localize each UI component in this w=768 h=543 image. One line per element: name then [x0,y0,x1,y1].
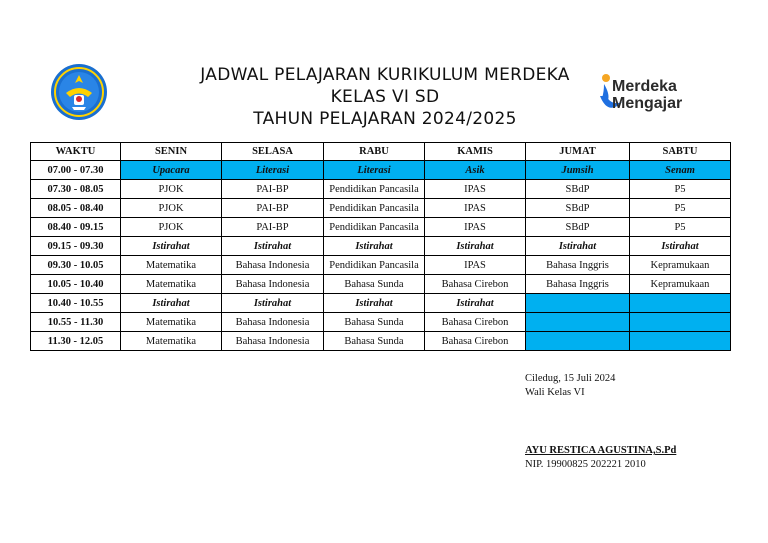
subject-cell [630,294,731,313]
subject-cell: IPAS [425,199,526,218]
table-row [31,256,731,275]
subject-cell: Bahasa Cirebon [425,332,526,351]
subject-cell: Istirahat [121,294,222,313]
signature-place-date: Ciledug, 15 Juli 2024 [525,373,616,384]
subject-cell: Istirahat [222,294,324,313]
subject-cell: Pendidikan Pancasila [324,218,425,237]
subject-cell: Bahasa Inggris [526,256,630,275]
subject-cell [526,332,630,351]
table-row [31,313,731,332]
tut-wuri-handayani-logo [50,63,108,121]
time-slot-cell: 10.05 - 10.40 [31,275,121,294]
subject-cell: Istirahat [425,294,526,313]
title-line-3: TAHUN PELAJARAN 2024/2025 [253,109,517,129]
time-slot-cell: 08.05 - 08.40 [31,199,121,218]
subject-cell: PJOK [121,180,222,199]
subject-cell: Pendidikan Pancasila [324,199,425,218]
subject-cell: PJOK [121,218,222,237]
schedule-table [30,142,731,351]
subject-cell: P5 [630,180,731,199]
subject-cell: PAI-BP [222,180,324,199]
signature-nip: NIP. 19900825 202221 2010 [525,459,646,470]
subject-cell: Bahasa Indonesia [222,332,324,351]
subject-cell: Bahasa Indonesia [222,275,324,294]
subject-cell: Bahasa Sunda [324,332,425,351]
document-title [150,64,620,130]
col-header-waktu: WAKTU [31,143,121,161]
subject-cell: Matematika [121,332,222,351]
time-slot-cell: 11.30 - 12.05 [31,332,121,351]
col-header-sabtu: SABTU [630,143,731,161]
subject-cell: SBdP [526,218,630,237]
subject-cell: Asik [425,161,526,180]
time-slot-cell: 08.40 - 09.15 [31,218,121,237]
subject-cell: P5 [630,218,731,237]
time-slot-cell: 09.30 - 10.05 [31,256,121,275]
subject-cell: Istirahat [630,237,731,256]
subject-cell: Bahasa Indonesia [222,313,324,332]
signature-name: AYU RESTICA AGUSTINA,S.Pd [525,445,677,456]
subject-cell: SBdP [526,180,630,199]
subject-cell: Literasi [222,161,324,180]
col-header-selasa: SELASA [222,143,324,161]
subject-cell: Bahasa Sunda [324,275,425,294]
subject-cell: Jumsih [526,161,630,180]
subject-cell: IPAS [425,218,526,237]
brand-line-2: Mengajar [612,95,683,112]
table-row [31,161,731,180]
col-header-senin: SENIN [121,143,222,161]
table-row [31,180,731,199]
table-row [31,199,731,218]
col-header-kamis: KAMIS [425,143,526,161]
subject-cell: Senam [630,161,731,180]
subject-cell: Istirahat [222,237,324,256]
title-line-1: JADWAL PELAJARAN KURIKULUM MERDEKA [200,65,570,85]
subject-cell: P5 [630,199,731,218]
brand-wordmark [612,78,682,112]
subject-cell: Matematika [121,313,222,332]
title-line-2: KELAS VI SD [330,87,440,107]
table-row [31,332,731,351]
table-header-row [31,143,731,161]
subject-cell: Matematika [121,256,222,275]
col-header-rabu: RABU [324,143,425,161]
time-slot-cell: 10.55 - 11.30 [31,313,121,332]
subject-cell: Istirahat [526,237,630,256]
time-slot-cell: 10.40 - 10.55 [31,294,121,313]
subject-cell: Istirahat [425,237,526,256]
subject-cell [526,294,630,313]
subject-cell: Matematika [121,275,222,294]
subject-cell: IPAS [425,180,526,199]
subject-cell: Pendidikan Pancasila [324,256,425,275]
subject-cell: PAI-BP [222,199,324,218]
signature-role: Wali Kelas VI [525,387,585,398]
subject-cell: Istirahat [324,294,425,313]
time-slot-cell: 09.15 - 09.30 [31,237,121,256]
subject-cell [630,313,731,332]
subject-cell: PJOK [121,199,222,218]
table-row [31,237,731,256]
col-header-jumat: JUMAT [526,143,630,161]
subject-cell: Pendidikan Pancasila [324,180,425,199]
subject-cell [630,332,731,351]
table-row [31,218,731,237]
subject-cell: Bahasa Sunda [324,313,425,332]
subject-cell: Kepramukaan [630,256,731,275]
subject-cell: Literasi [324,161,425,180]
subject-cell: IPAS [425,256,526,275]
table-row [31,294,731,313]
subject-cell: PAI-BP [222,218,324,237]
time-slot-cell: 07.30 - 08.05 [31,180,121,199]
subject-cell: Bahasa Indonesia [222,256,324,275]
subject-cell: Bahasa Cirebon [425,275,526,294]
subject-cell: Upacara [121,161,222,180]
subject-cell: Istirahat [324,237,425,256]
subject-cell: Bahasa Inggris [526,275,630,294]
subject-cell: Kepramukaan [630,275,731,294]
subject-cell: Bahasa Cirebon [425,313,526,332]
subject-cell: Istirahat [121,237,222,256]
subject-cell [526,313,630,332]
subject-cell: SBdP [526,199,630,218]
time-slot-cell: 07.00 - 07.30 [31,161,121,180]
table-row [31,275,731,294]
brand-line-1: Merdeka [612,78,677,95]
